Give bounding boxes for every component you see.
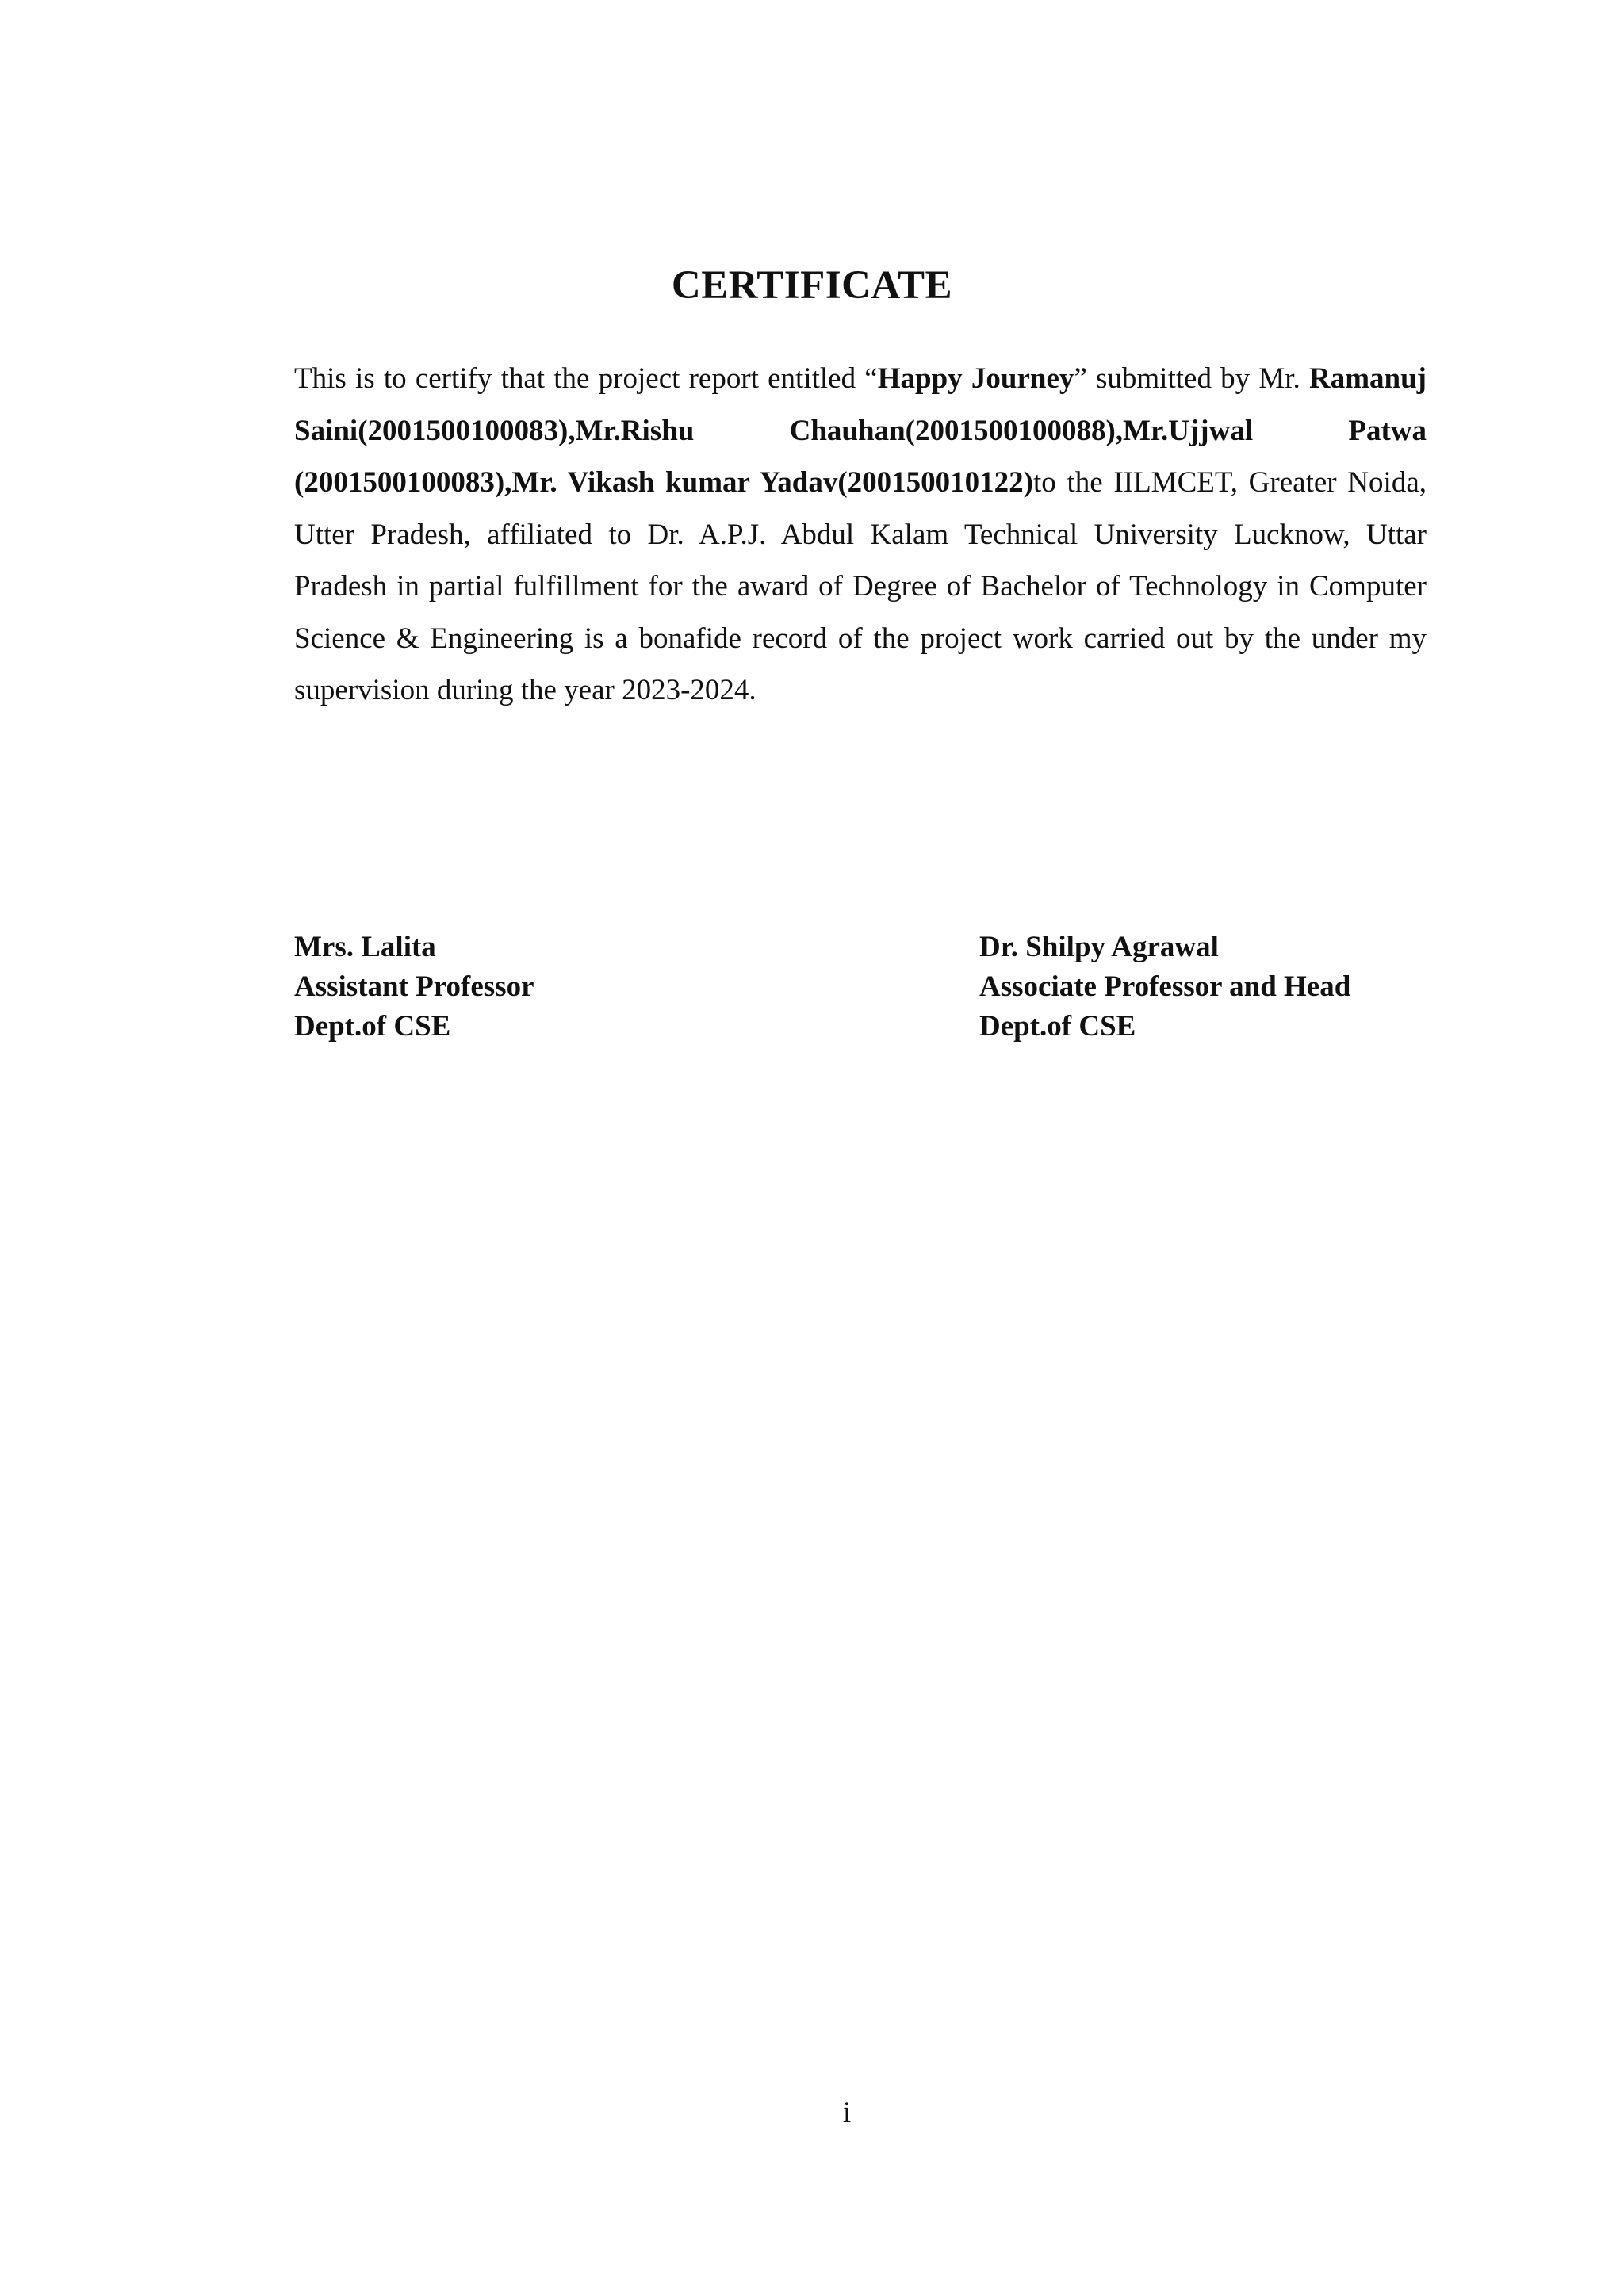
signatory-name: Mrs. Lalita xyxy=(294,931,436,963)
signatory-name: Dr. Shilpy Agrawal xyxy=(979,931,1219,963)
page-number: i xyxy=(842,2096,852,2129)
signatory-designation: Assistant Professor xyxy=(294,970,534,1003)
signatory-designation: Associate Professor and Head xyxy=(979,970,1351,1003)
signatory-head xyxy=(979,928,1350,1047)
project-name: Happy Journey xyxy=(877,362,1074,395)
certificate-paragraph xyxy=(294,353,1427,717)
paragraph-text-body: to the IILMCET, Greater Noida, Utter Pradesh, affiliated to Dr. A.P.J. Abdul Kalam Technical University Lucknow, Uttar Pradesh in partial fulfillment for the award of Degree of Bachelor of Technology in Computer Science & Engineering is a bonafide record of the project work carried out by the under my supervision during the year 2023-2024. xyxy=(294,466,1427,706)
student-names: Ramanuj Saini(2001500100083),Mr.Rishu Chauhan(2001500100088),Mr.Ujjwal Patwa (2001500100083),Mr. Vikash kumar Yadav(200150010122) xyxy=(294,362,1427,499)
paragraph-text-submitted: ” submitted by Mr. xyxy=(1074,362,1309,395)
page-title: CERTIFICATE xyxy=(671,263,953,308)
signatory-department: Dept.of CSE xyxy=(979,1010,1136,1043)
paragraph-text-intro: This is to certify that the project report entitled “ xyxy=(294,362,878,395)
signatory-supervisor xyxy=(294,928,534,1047)
signatory-department: Dept.of CSE xyxy=(294,1010,451,1043)
